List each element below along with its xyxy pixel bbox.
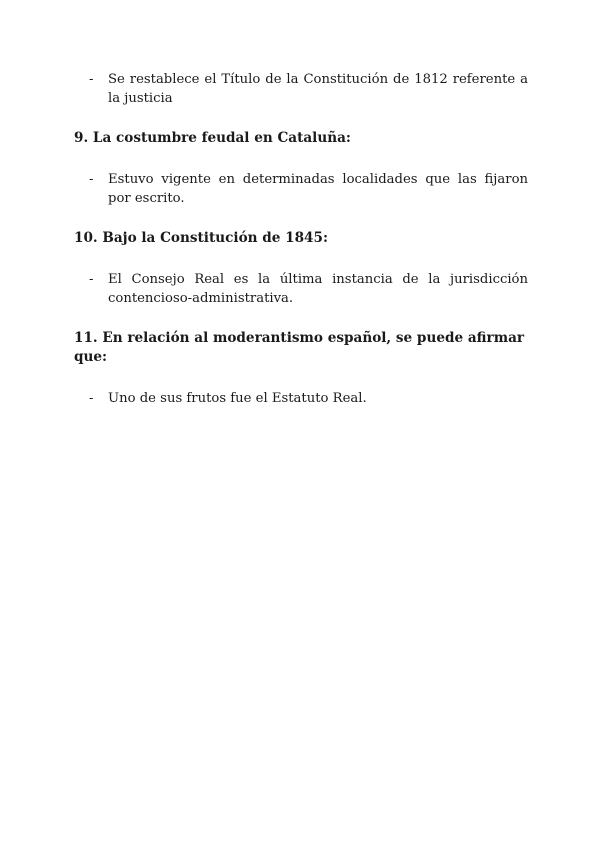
bullet-marker: - [89,391,94,406]
answer-bullet [74,170,528,208]
question-heading: 9. La costumbre feudal en Cataluña: [74,130,351,146]
answer-text: El Consejo Real es la última instancia de la jurisdicción contencioso-administrativa. [108,272,528,306]
answer-text: Estuvo vigente en determinadas localidades que las fijaron por escrito. [108,172,528,206]
question-heading: 10. Bajo la Constitución de 1845: [74,230,328,246]
answer-bullet [74,270,528,308]
answer-bullet [74,70,528,108]
document-content [74,70,528,429]
answer-bullet [74,389,528,408]
question-heading: 11. En relación al moderantismo español, se puede afirmar que: [74,330,525,365]
bullet-marker: - [89,172,94,187]
bullet-marker: - [89,272,94,287]
bullet-marker: - [89,72,94,87]
answer-text: Uno de sus frutos fue el Estatuto Real. [108,391,367,406]
answer-text: Se restablece el Título de la Constitución de 1812 referente a la justicia [108,72,528,106]
